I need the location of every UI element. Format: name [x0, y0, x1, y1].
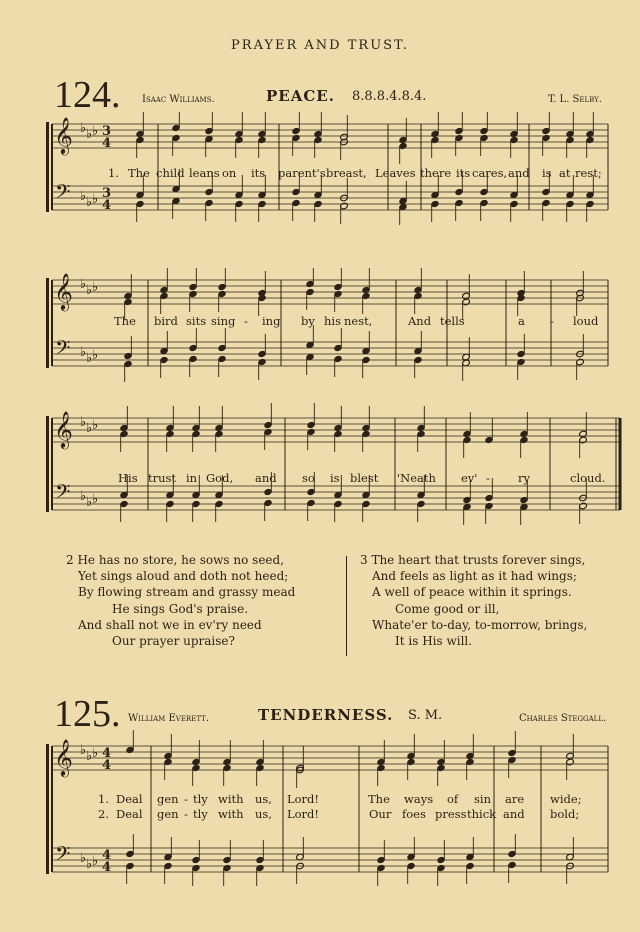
lyric: by — [301, 314, 315, 328]
hymn-125-number: 125. — [54, 693, 121, 735]
stanza-line: And shall not we in ev'ry need — [78, 617, 262, 632]
time-signature: 4 — [102, 746, 112, 761]
lyric: - — [184, 807, 188, 821]
hymn-125-tune: TENDERNESS. — [258, 706, 394, 724]
lyric: us, — [255, 807, 272, 821]
lyric: sing — [211, 314, 236, 328]
lyric: tells — [440, 314, 465, 328]
lyric: gen — [157, 792, 179, 806]
flat-icon: ♭ — [86, 857, 93, 872]
time-signature: 3 — [102, 124, 112, 139]
lyric: Deal — [116, 792, 143, 806]
stanza-line: He sings God's praise. — [112, 601, 249, 616]
lyric: - — [486, 471, 490, 485]
hymn-125-meter: S. M. — [408, 708, 443, 723]
lyric: 1. — [108, 166, 119, 180]
lyric: - — [184, 792, 188, 806]
lyric: bold; — [550, 807, 580, 821]
stanza-line: Come good or ill, — [395, 601, 500, 616]
bass-clef-icon: 𝄢 — [55, 336, 71, 364]
hymn-124-stanza-3 — [360, 552, 587, 649]
lyric: wide; — [550, 792, 582, 806]
time-signature: 4 — [102, 136, 112, 151]
lyric: on — [222, 166, 237, 180]
lyric: - — [244, 314, 248, 328]
stanza-line: 3 The heart that trusts forever sings, — [360, 553, 586, 567]
time-signature: 4 — [102, 860, 112, 875]
hymn-124-tune: PEACE. — [266, 87, 335, 105]
lyric: Leaves — [375, 166, 416, 180]
lyric: sits — [186, 314, 207, 328]
lyric: at — [559, 166, 571, 180]
lyric: with — [218, 792, 244, 806]
lyric: And — [408, 314, 432, 328]
lyric: leans — [189, 166, 220, 180]
lyric: God, — [206, 471, 234, 485]
stanza-line: Our prayer upraise? — [112, 634, 235, 649]
lyric: breast, — [326, 166, 367, 180]
lyric: thick — [467, 807, 497, 821]
lyric: nest, — [344, 314, 373, 328]
time-signature: 4 — [102, 758, 112, 773]
brace — [46, 744, 49, 874]
flat-icon: ♭ — [86, 421, 93, 436]
hymn-125-author: William Everett. — [128, 713, 209, 724]
flat-icon: ♭ — [80, 743, 87, 758]
flat-icon: ♭ — [80, 121, 87, 136]
treble-clef-icon: 𝄞 — [54, 410, 73, 448]
hymn-124-system-3 — [0, 402, 640, 532]
flat-icon: ♭ — [92, 348, 99, 363]
lyric: press — [435, 807, 467, 821]
flat-icon: ♭ — [80, 489, 87, 504]
hymn-124-number: 124. — [54, 74, 121, 116]
flat-icon: ♭ — [86, 495, 93, 510]
stanza-line: By flowing stream and grassy mead — [78, 585, 296, 600]
lyric: is — [542, 166, 552, 180]
lyric: a — [518, 314, 525, 328]
lyric: The — [368, 792, 390, 806]
lyric: and — [255, 471, 277, 485]
lyric: The — [128, 166, 150, 180]
lyric: bird — [154, 314, 178, 328]
lyric: ing — [262, 314, 281, 328]
lyric: there — [420, 166, 452, 180]
hymn-124-author: Isaac Williams. — [142, 94, 215, 105]
lyric: cares, — [472, 166, 508, 180]
lyric: His — [118, 471, 138, 485]
flat-icon: ♭ — [92, 854, 99, 869]
hymn-124-meter: 8.8.8.4.8.4. — [352, 89, 427, 104]
bass-clef-icon: 𝄢 — [55, 480, 71, 508]
hymn-125-system-1 — [0, 730, 640, 932]
treble-clef-icon: 𝄞 — [54, 272, 73, 310]
lyric: tly — [193, 792, 208, 806]
brace — [46, 278, 49, 368]
treble-clef-icon: 𝄞 — [54, 116, 73, 154]
running-head: PRAYER AND TRUST. — [231, 38, 409, 53]
lyric: are — [505, 792, 525, 806]
lyric: cloud. — [570, 471, 606, 485]
lyric: us, — [255, 792, 272, 806]
flat-icon: ♭ — [86, 195, 93, 210]
flat-icon: ♭ — [86, 749, 93, 764]
lyric: is — [330, 471, 340, 485]
lyric: sin — [474, 792, 491, 806]
lyric: with — [218, 807, 244, 821]
lyric: its — [456, 166, 471, 180]
lyric: 1. — [98, 792, 109, 806]
lyric: 2. — [98, 807, 109, 821]
hymn-124-composer: T. L. Selby. — [548, 94, 602, 105]
lyric: and — [508, 166, 530, 180]
bass-clef-icon: 𝄢 — [55, 180, 71, 208]
lyric: - — [550, 314, 554, 328]
lyric: trust — [148, 471, 177, 485]
lyric: gen — [157, 807, 179, 821]
stanza-line: Yet sings aloud and doth not heed; — [78, 569, 289, 584]
flat-icon: ♭ — [86, 351, 93, 366]
flat-icon: ♭ — [92, 280, 99, 295]
lyric: and — [503, 807, 525, 821]
lyric: tly — [193, 807, 208, 821]
lyric: Lord! — [287, 792, 320, 806]
hymn-124-stanza-2 — [66, 552, 295, 649]
flat-icon: ♭ — [92, 746, 99, 761]
lyric: so — [302, 471, 315, 485]
stanza-line: And feels as light as it had wings; — [372, 569, 577, 584]
hymn-124-system-2 — [0, 268, 640, 398]
lyric: Lord! — [287, 807, 320, 821]
stanza-line: 2 He has no store, he sows no seed, — [66, 553, 285, 567]
lyric: in — [186, 471, 198, 485]
lyric: The — [114, 314, 136, 328]
flat-icon: ♭ — [92, 192, 99, 207]
stanza-line: It is His will. — [395, 634, 473, 649]
flat-icon: ♭ — [80, 189, 87, 204]
lyric: of — [447, 792, 459, 806]
stanza-line: Whate'er to-day, to-morrow, brings, — [372, 617, 588, 632]
time-signature: 4 — [102, 848, 112, 863]
flat-icon: ♭ — [92, 492, 99, 507]
lyric: his — [324, 314, 341, 328]
hymn-125-composer: Charles Steggall. — [519, 713, 607, 724]
treble-clef-icon: 𝄞 — [54, 738, 73, 776]
lyric: 'Neath — [397, 471, 436, 485]
lyric: child — [156, 166, 185, 180]
bass-clef-icon: 𝄢 — [55, 842, 71, 870]
time-signature: 3 — [102, 186, 112, 201]
lyric: loud — [573, 314, 599, 328]
lyric: ways — [404, 792, 434, 806]
stanza-line: A well of peace within it springs. — [372, 585, 572, 600]
flat-icon: ♭ — [86, 127, 93, 142]
lyric: ev' — [461, 471, 478, 485]
lyric: Deal — [116, 807, 143, 821]
lyric: parent's — [278, 166, 326, 180]
lyric: Our — [369, 807, 392, 821]
flat-icon: ♭ — [80, 277, 87, 292]
lyric: blest — [350, 471, 379, 485]
flat-icon: ♭ — [80, 415, 87, 430]
flat-icon: ♭ — [92, 418, 99, 433]
flat-icon: ♭ — [80, 851, 87, 866]
lyric: rest; — [575, 166, 602, 180]
flat-icon: ♭ — [86, 283, 93, 298]
lyric: ry — [518, 471, 530, 485]
brace — [46, 416, 49, 512]
brace — [46, 122, 49, 212]
flat-icon: ♭ — [92, 124, 99, 139]
lyric: foes — [402, 807, 426, 821]
time-signature: 4 — [102, 198, 112, 213]
stanza-divider — [346, 556, 347, 656]
flat-icon: ♭ — [80, 345, 87, 360]
lyric: its — [251, 166, 266, 180]
